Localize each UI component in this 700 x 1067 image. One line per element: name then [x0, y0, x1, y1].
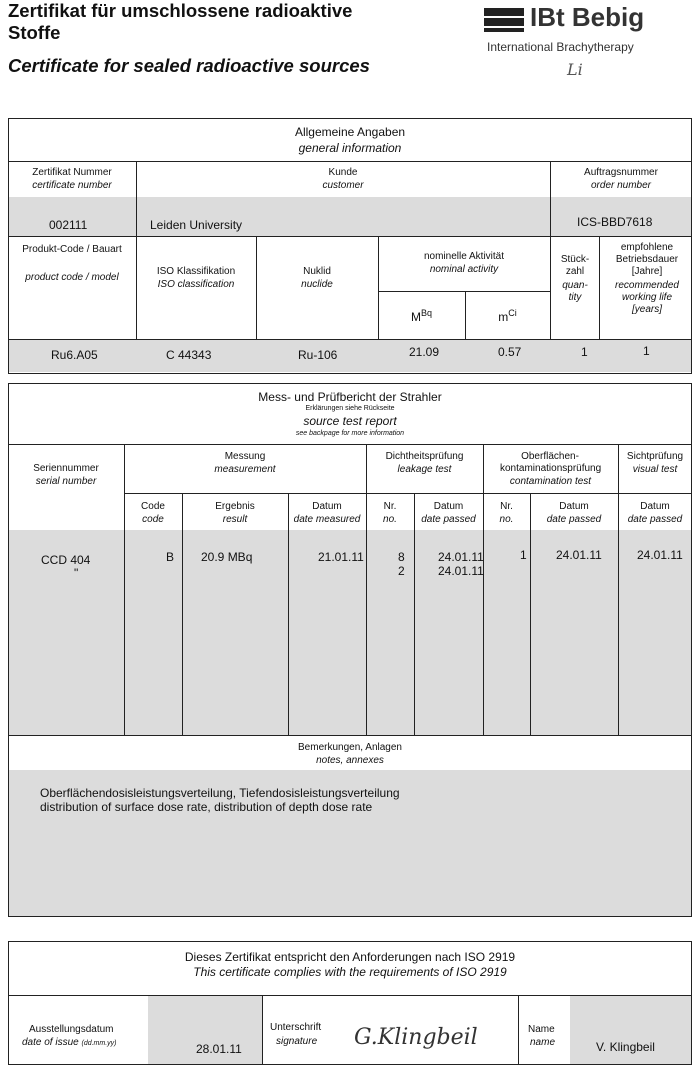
activity-label-de: nominelle Aktivität — [423, 251, 505, 262]
cert-no-value: 002111 — [49, 218, 88, 232]
iso-label-de: ISO Klassifikation — [156, 266, 236, 277]
cont-date-label-de: Datum — [559, 501, 589, 512]
mbq-value: 21.09 — [409, 345, 440, 359]
title-en: Certificate for sealed radioactive sources — [8, 55, 370, 76]
handwritten-signature: G.Klingbeil — [354, 1025, 478, 1050]
leak-date-label-en: date passed — [421, 514, 476, 525]
name-label-de: Name — [528, 1024, 555, 1035]
product-label-en: product code / model — [25, 272, 119, 283]
signature-label-en: signature — [276, 1036, 318, 1047]
serial-ditto: " — [74, 566, 79, 580]
date-measured-value: 21.01.11 — [318, 550, 364, 564]
date-measured-label-en: date measured — [293, 514, 361, 525]
result-label-en: result — [222, 514, 248, 525]
unit-mbq: $M^{Bq}$ — [410, 308, 432, 324]
notes-line-en: distribution of surface dose rate, distribution of depth dose rate — [40, 800, 373, 814]
report-note-en: see backpage for more information — [295, 430, 405, 437]
life-value: 1 — [643, 344, 650, 358]
activity-label-en: nominal activity — [429, 264, 499, 275]
report-title-en: source test report — [303, 414, 397, 428]
unit-mci: $m^{Ci}$ — [498, 308, 517, 324]
visual-date-value: 24.01.11 — [637, 548, 683, 562]
issue-date-label-en-text: date of issue — [22, 1037, 79, 1048]
cont-date-label-en: date passed — [546, 514, 602, 525]
nuclide-value: Ru-106 — [298, 348, 338, 362]
cont-nr-label-de: Nr. — [500, 501, 513, 512]
leakage-label-en: leakage test — [397, 464, 452, 475]
leak-date-2: 24.01.11 — [438, 564, 484, 578]
notes-title-de: Bemerkungen, Anlagen — [298, 742, 402, 753]
brand-name: IBt Bebig — [530, 2, 645, 32]
code-value: B — [166, 550, 175, 564]
result-label-de: Ergebnis — [215, 501, 255, 512]
date-measured-label-de: Datum — [312, 501, 342, 512]
product-label-de: Produkt-Code / Bauart — [22, 244, 122, 255]
issue-date-label-de: Ausstellungsdatum — [29, 1024, 114, 1035]
issue-date-value: 28.01.11 — [196, 1042, 242, 1056]
general-title-en: general information — [298, 141, 402, 155]
notes-line-de: Oberflächendosisleistungsverteilung, Tiefendosisleistungsverteilung — [40, 786, 400, 800]
cert-no-label-de: Zertifikat Nummer — [32, 167, 112, 178]
result-value: 20.9 MBq — [201, 550, 253, 564]
title-de-line2: Stoffe — [8, 22, 61, 43]
product-value: Ru6.A05 — [51, 348, 98, 362]
leak-date-1: 24.01.11 — [438, 550, 484, 564]
leak-nr-1: 8 — [398, 550, 405, 564]
cont-nr-value: 1 — [520, 548, 527, 562]
visual-label-de: Sichtprüfung — [626, 451, 684, 462]
visual-date-label-de: Datum — [640, 501, 670, 512]
code-label-de: Code — [141, 501, 165, 512]
qty-label-en: quan-tity — [562, 280, 588, 303]
serial-value: CCD 404 — [41, 553, 91, 567]
life-label-de: empfohlene Betriebsdauer [Jahre] — [615, 242, 679, 277]
serial-label-en: serial number — [35, 476, 97, 487]
nuclide-label-de: Nuklid — [303, 266, 331, 277]
report-title-de: Mess- und Prüfbericht der Strahler — [258, 390, 442, 404]
name-value: V. Klingbeil — [596, 1040, 655, 1054]
cont-nr-label-en: no. — [499, 514, 514, 525]
customer-label-en: customer — [322, 180, 364, 191]
contamination-label-en: contamination test — [509, 476, 592, 487]
customer-label-de: Kunde — [328, 167, 358, 178]
customer-value: Leiden University — [150, 218, 243, 232]
handwritten-note: Li — [567, 60, 583, 79]
cert-no-label-en: certificate number — [32, 180, 112, 191]
code-label-en: code — [142, 514, 164, 525]
serial-label-de: Seriennummer — [33, 463, 99, 474]
issue-date-format: (dd.mm.yy) — [81, 1040, 117, 1047]
order-label-de: Auftragsnummer — [584, 167, 658, 178]
iso-compliance-de: Dieses Zertifikat entspricht den Anforderungen nach ISO 2919 — [184, 950, 516, 964]
leakage-label-de: Dichtheitsprüfung — [385, 451, 464, 462]
report-note-de: Erklärungen siehe Rückseite — [305, 405, 395, 412]
cont-date-value: 24.01.11 — [556, 548, 602, 562]
measurement-label-en: measurement — [214, 464, 276, 475]
brand-subtitle: International Brachytherapy — [487, 40, 634, 54]
measurement-label-de: Messung — [224, 451, 266, 462]
iso-label-en: ISO classification — [157, 279, 235, 290]
general-title-de: Allgemeine Angaben — [294, 125, 406, 139]
issue-date-label-en — [22, 1036, 117, 1051]
leak-nr-2: 2 — [398, 564, 405, 578]
notes-title-en: notes, annexes — [316, 755, 384, 766]
leak-nr-label-de: Nr. — [383, 501, 397, 512]
leak-date-label-de: Datum — [433, 501, 464, 512]
order-value: ICS-BBD7618 — [577, 215, 653, 229]
order-label-en: order number — [590, 180, 652, 191]
leak-nr-label-en: no. — [383, 514, 397, 525]
visual-label-en: visual test — [632, 464, 678, 475]
nuclide-label-en: nuclide — [301, 279, 333, 290]
iso-compliance-en: This certificate complies with the requirements of ISO 2919 — [193, 965, 507, 979]
iso-value: C 44343 — [166, 348, 212, 362]
signature-label-de: Unterschrift — [270, 1022, 322, 1033]
mci-value: 0.57 — [498, 345, 522, 359]
life-label-en: recommended working life [years] — [615, 280, 679, 315]
qty-value: 1 — [581, 345, 588, 359]
contamination-label-de: Oberflächen-kontaminationsprüfung — [500, 451, 602, 474]
title-de-line1: Zertifikat für umschlossene radioaktive — [8, 0, 353, 21]
visual-date-label-en: date passed — [627, 514, 683, 525]
name-label-en: name — [530, 1037, 556, 1048]
brand-mark-icon — [484, 6, 526, 34]
qty-label-de: Stück-zahl — [560, 254, 590, 277]
